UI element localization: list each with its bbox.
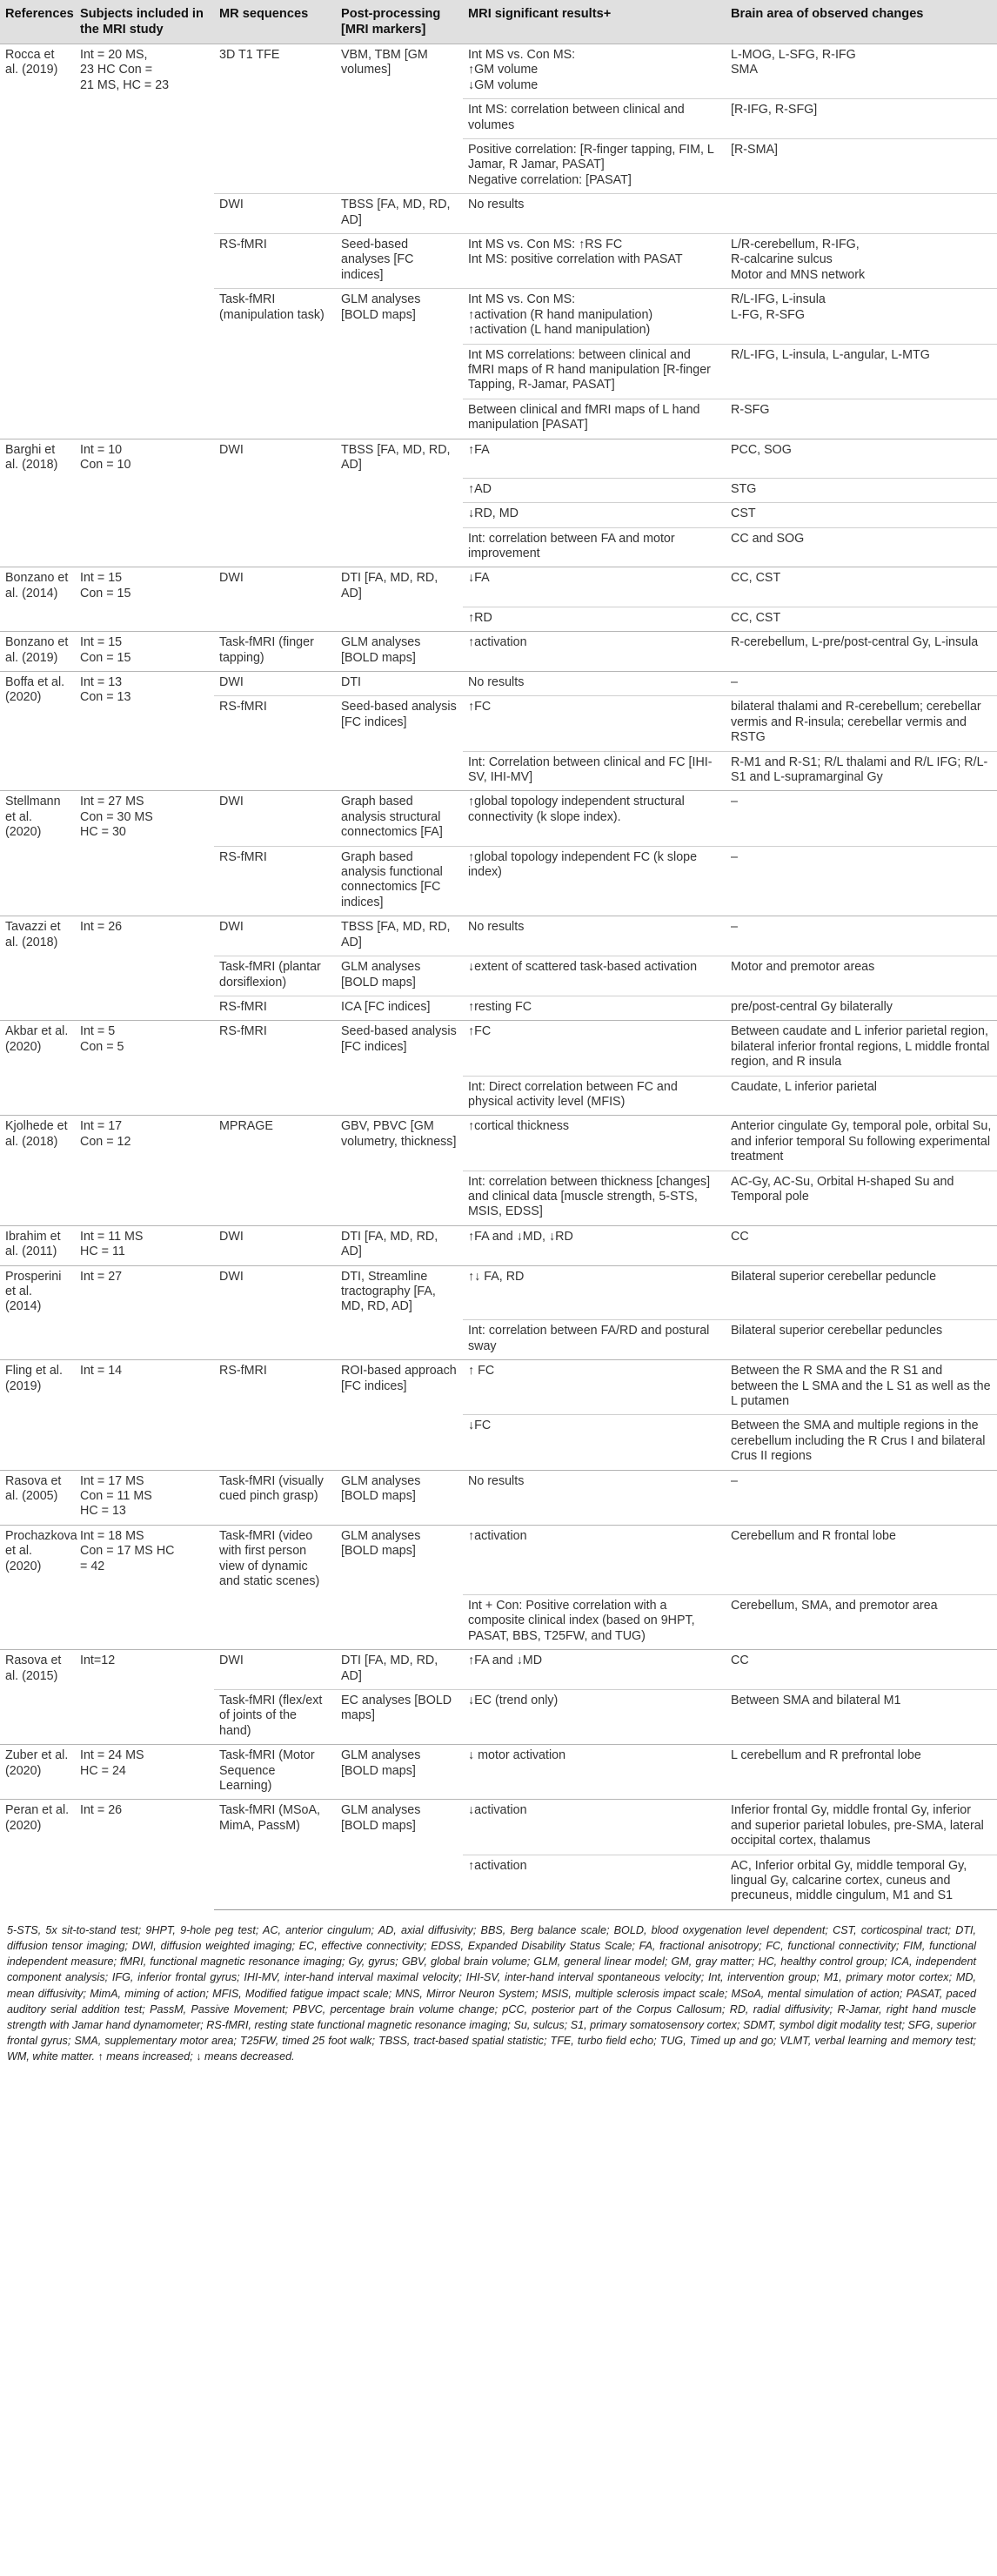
- subjects-cell: Int = 18 MS Con = 17 MS HC = 42: [75, 1525, 214, 1649]
- result-cell: Int MS: correlation between clinical and volumes: [463, 99, 726, 139]
- brain-area-cell: CC, CST: [726, 567, 997, 607]
- table-row: [0, 1745, 997, 1800]
- result-cell: Positive correlation: [R-finger tapping, FIM, L Jamar, R Jamar, PASAT] Negative correlation: [PASAT]: [463, 139, 726, 194]
- post-processing-cell: GLM analyses [BOLD maps]: [336, 632, 463, 672]
- table-row: [0, 916, 997, 956]
- header-post-processing: Post-processing [MRI markers]: [336, 0, 463, 44]
- brain-area-cell: STG: [726, 478, 997, 502]
- result-cell: Between clinical and fMRI maps of L hand manipulation [PASAT]: [463, 399, 726, 439]
- subjects-cell: Int = 20 MS, 23 HC Con = 21 MS, HC = 23: [75, 44, 214, 439]
- table-row: [0, 44, 997, 99]
- post-processing-cell: [336, 1171, 463, 1225]
- result-cell: ↑↓ FA, RD: [463, 1265, 726, 1320]
- post-processing-cell: TBSS [FA, MD, RD, AD]: [336, 194, 463, 234]
- mr-sequence-cell: Task-fMRI (visually cued pinch grasp): [214, 1470, 336, 1525]
- result-cell: ↑resting FC: [463, 996, 726, 1020]
- reference-cell: Bonzano et al. (2014): [0, 567, 75, 632]
- post-processing-cell: ICA [FC indices]: [336, 996, 463, 1020]
- mr-sequence-cell: Task-fMRI (plantar dorsiflexion): [214, 956, 336, 996]
- post-processing-cell: GLM analyses [BOLD maps]: [336, 289, 463, 344]
- table-row: [0, 1525, 997, 1594]
- mr-sequence-cell: [214, 503, 336, 527]
- mr-sequence-cell: [214, 1855, 336, 1909]
- brain-area-cell: Between SMA and bilateral M1: [726, 1689, 997, 1744]
- result-cell: Int MS vs. Con MS: ↑activation (R hand manipulation) ↑activation (L hand manipulation): [463, 289, 726, 344]
- post-processing-cell: Seed-based analysis [FC indices]: [336, 696, 463, 751]
- post-processing-cell: GLM analyses [BOLD maps]: [336, 1470, 463, 1525]
- table-row: [0, 1470, 997, 1525]
- header-subjects: Subjects included in the MRI study: [75, 0, 214, 44]
- brain-area-cell: Bilateral superior cerebellar peduncles: [726, 1320, 997, 1360]
- mr-sequence-cell: DWI: [214, 916, 336, 956]
- table-row: [0, 439, 997, 478]
- result-cell: ↓FA: [463, 567, 726, 607]
- mr-sequence-cell: Task-fMRI (video with first person view of dynamic and static scenes): [214, 1525, 336, 1594]
- reference-cell: Peran et al. (2020): [0, 1800, 75, 1909]
- mr-sequence-cell: DWI: [214, 1650, 336, 1690]
- mr-sequence-cell: [214, 139, 336, 194]
- brain-area-cell: –: [726, 672, 997, 696]
- post-processing-cell: DTI, Streamline tractography [FA, MD, RD, AD]: [336, 1265, 463, 1320]
- brain-area-cell: Inferior frontal Gy, middle frontal Gy, inferior and superior parietal lobules, pre-SMA, lateral occipital cortex, thalamus: [726, 1800, 997, 1855]
- subjects-cell: Int = 14: [75, 1360, 214, 1470]
- post-processing-cell: ROI-based approach [FC indices]: [336, 1360, 463, 1415]
- result-cell: ↑AD: [463, 478, 726, 502]
- brain-area-cell: R/L-IFG, L-insula L-FG, R-SFG: [726, 289, 997, 344]
- brain-area-cell: Between the SMA and multiple regions in the cerebellum including the R Crus I and bilateral Crus II regions: [726, 1415, 997, 1470]
- reference-cell: Tavazzi et al. (2018): [0, 916, 75, 1021]
- brain-area-cell: CC and SOG: [726, 527, 997, 567]
- brain-area-cell: Between caudate and L inferior parietal region, bilateral inferior frontal regions, L middle frontal region, and R insula: [726, 1021, 997, 1076]
- result-cell: Int + Con: Positive correlation with a composite clinical index (based on 9HPT, PASAT, BBS, T25FW, and TUG): [463, 1594, 726, 1649]
- post-processing-cell: VBM, TBM [GM volumes]: [336, 44, 463, 99]
- result-cell: Int MS vs. Con MS: ↑GM volume ↓GM volume: [463, 44, 726, 99]
- post-processing-cell: EC analyses [BOLD maps]: [336, 1689, 463, 1744]
- mr-sequence-cell: DWI: [214, 439, 336, 478]
- brain-area-cell: Caudate, L inferior parietal: [726, 1076, 997, 1116]
- post-processing-cell: DTI [FA, MD, RD, AD]: [336, 1650, 463, 1690]
- mr-sequence-cell: [214, 527, 336, 567]
- post-processing-cell: [336, 139, 463, 194]
- result-cell: Int MS vs. Con MS: ↑RS FC Int MS: positive correlation with PASAT: [463, 234, 726, 289]
- reference-cell: Rasova et al. (2005): [0, 1470, 75, 1525]
- post-processing-cell: [336, 478, 463, 502]
- table-row: [0, 1021, 997, 1076]
- result-cell: ↑global topology independent structural connectivity (k slope index).: [463, 791, 726, 846]
- brain-area-cell: Cerebellum and R frontal lobe: [726, 1525, 997, 1594]
- post-processing-cell: [336, 751, 463, 791]
- result-cell: No results: [463, 916, 726, 956]
- table-row: [0, 1116, 997, 1171]
- reference-cell: Rasova et al. (2015): [0, 1650, 75, 1745]
- subjects-cell: Int = 15 Con = 15: [75, 632, 214, 672]
- subjects-cell: Int=12: [75, 1650, 214, 1745]
- mr-sequence-cell: RS-fMRI: [214, 846, 336, 916]
- mr-sequence-cell: DWI: [214, 1265, 336, 1320]
- mr-sequence-cell: [214, 751, 336, 791]
- result-cell: ↑FA and ↓MD: [463, 1650, 726, 1690]
- table-row: [0, 1265, 997, 1320]
- result-cell: Int: Direct correlation between FC and physical activity level (MFIS): [463, 1076, 726, 1116]
- table-row: [0, 672, 997, 696]
- brain-area-cell: L/R-cerebellum, R-IFG, R-calcarine sulcus Motor and MNS network: [726, 234, 997, 289]
- reference-cell: Zuber et al. (2020): [0, 1745, 75, 1800]
- result-cell: ↑activation: [463, 632, 726, 672]
- brain-area-cell: –: [726, 846, 997, 916]
- header-mri-results: MRI significant results+: [463, 0, 726, 44]
- mr-sequence-cell: Task-fMRI (finger tapping): [214, 632, 336, 672]
- mr-sequence-cell: [214, 1076, 336, 1116]
- reference-cell: Fling et al. (2019): [0, 1360, 75, 1470]
- mr-sequence-cell: DWI: [214, 672, 336, 696]
- brain-area-cell: bilateral thalami and R-cerebellum; cerebellar vermis and R-insula; cerebellar vermis and RSTG: [726, 696, 997, 751]
- table-row: [0, 1225, 997, 1265]
- mr-sequence-cell: [214, 399, 336, 439]
- post-processing-cell: Seed-based analysis [FC indices]: [336, 1021, 463, 1076]
- result-cell: No results: [463, 1470, 726, 1525]
- mr-sequence-cell: RS-fMRI: [214, 234, 336, 289]
- mr-sequence-cell: Task-fMRI (manipulation task): [214, 289, 336, 344]
- brain-area-cell: pre/post-central Gy bilaterally: [726, 996, 997, 1020]
- result-cell: Int: correlation between FA/RD and postural sway: [463, 1320, 726, 1360]
- result-cell: ↑RD: [463, 607, 726, 631]
- post-processing-cell: TBSS [FA, MD, RD, AD]: [336, 916, 463, 956]
- mr-sequence-cell: [214, 478, 336, 502]
- subjects-cell: Int = 26: [75, 916, 214, 1021]
- result-cell: Int: correlation between thickness [changes] and clinical data [muscle strength, 5-STS, MSIS, EDSS]: [463, 1171, 726, 1225]
- post-processing-cell: [336, 399, 463, 439]
- result-cell: ↑FC: [463, 696, 726, 751]
- reference-cell: Bonzano et al. (2019): [0, 632, 75, 672]
- post-processing-cell: [336, 503, 463, 527]
- result-cell: ↑global topology independent FC (k slope index): [463, 846, 726, 916]
- mr-sequence-cell: [214, 1171, 336, 1225]
- brain-area-cell: CST: [726, 503, 997, 527]
- result-cell: ↓extent of scattered task-based activation: [463, 956, 726, 996]
- reference-cell: Kjolhede et al. (2018): [0, 1116, 75, 1225]
- post-processing-cell: DTI [FA, MD, RD, AD]: [336, 1225, 463, 1265]
- post-processing-cell: GLM analyses [BOLD maps]: [336, 1800, 463, 1855]
- result-cell: ↓activation: [463, 1800, 726, 1855]
- result-cell: ↑FA and ↓MD, ↓RD: [463, 1225, 726, 1265]
- reference-cell: Prochazkova et al. (2020): [0, 1525, 75, 1649]
- brain-area-cell: Between the R SMA and the R S1 and between the L SMA and the L S1 as well as the L putamen: [726, 1360, 997, 1415]
- brain-area-cell: L cerebellum and R prefrontal lobe: [726, 1745, 997, 1800]
- post-processing-cell: Graph based analysis functional connectomics [FC indices]: [336, 846, 463, 916]
- post-processing-cell: [336, 607, 463, 631]
- brain-area-cell: –: [726, 791, 997, 846]
- post-processing-cell: [336, 1594, 463, 1649]
- mr-sequence-cell: Task-fMRI (Motor Sequence Learning): [214, 1745, 336, 1800]
- result-cell: ↓EC (trend only): [463, 1689, 726, 1744]
- post-processing-cell: Seed-based analyses [FC indices]: [336, 234, 463, 289]
- reference-cell: Stellmann et al. (2020): [0, 791, 75, 916]
- table-header: [0, 0, 997, 44]
- brain-area-cell: Motor and premotor areas: [726, 956, 997, 996]
- mr-sequence-cell: [214, 344, 336, 399]
- mr-sequence-cell: [214, 607, 336, 631]
- subjects-cell: Int = 27 MS Con = 30 MS HC = 30: [75, 791, 214, 916]
- mr-sequence-cell: DWI: [214, 194, 336, 234]
- result-cell: ↑FC: [463, 1021, 726, 1076]
- brain-area-cell: L-MOG, L-SFG, R-IFG SMA: [726, 44, 997, 99]
- header-mr-sequences: MR sequences: [214, 0, 336, 44]
- brain-area-cell: [R-IFG, R-SFG]: [726, 99, 997, 139]
- reference-cell: Rocca et al. (2019): [0, 44, 75, 439]
- post-processing-cell: GLM analyses [BOLD maps]: [336, 956, 463, 996]
- post-processing-cell: DTI: [336, 672, 463, 696]
- post-processing-cell: GLM analyses [BOLD maps]: [336, 1525, 463, 1594]
- subjects-cell: Int = 17 MS Con = 11 MS HC = 13: [75, 1470, 214, 1525]
- reference-cell: Ibrahim et al. (2011): [0, 1225, 75, 1265]
- post-processing-cell: [336, 1855, 463, 1909]
- reference-cell: Barghi et al. (2018): [0, 439, 75, 567]
- post-processing-cell: GBV, PBVC [GM volumetry, thickness]: [336, 1116, 463, 1171]
- brain-area-cell: –: [726, 916, 997, 956]
- mr-sequence-cell: RS-fMRI: [214, 1360, 336, 1415]
- result-cell: ↓FC: [463, 1415, 726, 1470]
- result-cell: Int MS correlations: between clinical and fMRI maps of R hand manipulation [R-finger Tapping, R-Jamar, PASAT]: [463, 344, 726, 399]
- brain-area-cell: PCC, SOG: [726, 439, 997, 478]
- mr-sequence-cell: RS-fMRI: [214, 1021, 336, 1076]
- subjects-cell: Int = 27: [75, 1265, 214, 1360]
- result-cell: ↑ FC: [463, 1360, 726, 1415]
- post-processing-cell: Graph based analysis structural connectomics [FA]: [336, 791, 463, 846]
- subjects-cell: Int = 13 Con = 13: [75, 672, 214, 791]
- mr-sequence-cell: DWI: [214, 1225, 336, 1265]
- reference-cell: Akbar et al. (2020): [0, 1021, 75, 1116]
- mr-sequence-cell: RS-fMRI: [214, 696, 336, 751]
- result-cell: ↓RD, MD: [463, 503, 726, 527]
- brain-area-cell: Bilateral superior cerebellar peduncle: [726, 1265, 997, 1320]
- result-cell: ↑activation: [463, 1855, 726, 1909]
- subjects-cell: Int = 26: [75, 1800, 214, 1909]
- subjects-cell: Int = 17 Con = 12: [75, 1116, 214, 1225]
- result-cell: ↓ motor activation: [463, 1745, 726, 1800]
- mr-sequence-cell: Task-fMRI (MSoA, MimA, PassM): [214, 1800, 336, 1855]
- post-processing-cell: GLM analyses [BOLD maps]: [336, 1745, 463, 1800]
- table-row: [0, 1360, 997, 1415]
- table-row: [0, 1800, 997, 1855]
- header-row: [0, 0, 997, 44]
- subjects-cell: Int = 5 Con = 5: [75, 1021, 214, 1116]
- reference-cell: Boffa et al. (2020): [0, 672, 75, 791]
- table-footnote: 5-STS, 5x sit-to-stand test; 9HPT, 9-hole peg test; AC, anterior cingulum; AD, axial diffusivity; BBS, Berg balance scale; BOLD, blood oxygenation level dependent; CST, corticospinal tract; DTI, diffusion tensor imaging; DWI, diffusion weighted imaging; EC, effective connectivity; EDSS, Expanded Disability Status Scale; FA, fractional anisotropy; FC, functional connectivity; FIM, functional independent measure; fMRI, functional magnetic resonance imaging; Gy, gyrus; GBV, global brain volume; GLM, general linear model; GM, gray matter; HC, healthy control group; ICA, independent component analysis; IFG, inferior frontal gyrus; IHI-MV, inter-hand interval maximal velocity; IHI-SV, inter-hand interval spontaneous velocity; Int, intervention group; M1, primary motor cortex; MD, mean diffusivity; MimA, miming of action; MFIS, Modified fatigue impact scale; MNS, Mirror Neuron System; MSIS, multiple sclerosis impact scale; MSoA, mental simulation of action; PASAT, paced auditory serial addition test; PassM, Passive Movement; PBVC, percentage brain volume change; pCC, posterior part of the Corpus Callosum; RD, radial diffusivity; R-Jamar, right hand muscle strength with Jamar hand dynamometer; RS-fMRI, resting state functional magnetic resonance imaging; Su, sulcus; S1, primary somatosensory cortex; SDMT, symbol digit modality test; SFG, superior frontal gyrus; SMA, supplementary motor area; T25FW, timed 25 foot walk; TBSS, tract-based spatial statistic; TFE, turbo field echo; TUG, Timed up and go; VLMT, verbal learning and memory test; WM, white matter. ↑ means increased; ↓ means decreased.: [7, 1923, 976, 2063]
- mr-sequence-cell: [214, 99, 336, 139]
- post-processing-cell: [336, 527, 463, 567]
- table-row: [0, 632, 997, 672]
- brain-area-cell: AC-Gy, AC-Su, Orbital H-shaped Su and Temporal pole: [726, 1171, 997, 1225]
- mr-sequence-cell: DWI: [214, 791, 336, 846]
- reference-cell: Prosperini et al. (2014): [0, 1265, 75, 1360]
- mr-sequence-cell: [214, 1320, 336, 1360]
- mr-sequence-cell: MPRAGE: [214, 1116, 336, 1171]
- post-processing-cell: [336, 99, 463, 139]
- brain-area-cell: CC: [726, 1650, 997, 1690]
- table-row: [0, 1650, 997, 1690]
- post-processing-cell: [336, 1076, 463, 1116]
- brain-area-cell: Cerebellum, SMA, and premotor area: [726, 1594, 997, 1649]
- table-row: [0, 791, 997, 846]
- brain-area-cell: [726, 194, 997, 234]
- mr-sequence-cell: DWI: [214, 567, 336, 607]
- subjects-cell: Int = 11 MS HC = 11: [75, 1225, 214, 1265]
- brain-area-cell: R-cerebellum, L-pre/post-central Gy, L-insula: [726, 632, 997, 672]
- brain-area-cell: R-SFG: [726, 399, 997, 439]
- brain-area-cell: Anterior cingulate Gy, temporal pole, orbital Su, and inferior temporal Su following experimental treatment: [726, 1116, 997, 1171]
- post-processing-cell: [336, 1415, 463, 1470]
- post-processing-cell: DTI [FA, MD, RD, AD]: [336, 567, 463, 607]
- brain-area-cell: CC, CST: [726, 607, 997, 631]
- result-cell: ↑FA: [463, 439, 726, 478]
- brain-area-cell: CC: [726, 1225, 997, 1265]
- brain-area-cell: R/L-IFG, L-insula, L-angular, L-MTG: [726, 344, 997, 399]
- post-processing-cell: [336, 344, 463, 399]
- result-cell: Int: correlation between FA and motor improvement: [463, 527, 726, 567]
- mr-sequence-cell: 3D T1 TFE: [214, 44, 336, 99]
- subjects-cell: Int = 15 Con = 15: [75, 567, 214, 632]
- post-processing-cell: TBSS [FA, MD, RD, AD]: [336, 439, 463, 478]
- post-processing-cell: [336, 1320, 463, 1360]
- header-brain-area: Brain area of observed changes: [726, 0, 997, 44]
- table-body: [0, 44, 997, 1910]
- subjects-cell: Int = 10 Con = 10: [75, 439, 214, 567]
- result-cell: ↑activation: [463, 1525, 726, 1594]
- table-row: [0, 567, 997, 607]
- result-cell: ↑cortical thickness: [463, 1116, 726, 1171]
- result-cell: No results: [463, 672, 726, 696]
- subjects-cell: Int = 24 MS HC = 24: [75, 1745, 214, 1800]
- result-cell: Int: Correlation between clinical and FC [IHI-SV, IHI-MV]: [463, 751, 726, 791]
- mr-sequence-cell: [214, 1415, 336, 1470]
- mr-sequence-cell: RS-fMRI: [214, 996, 336, 1020]
- brain-area-cell: AC, Inferior orbital Gy, middle temporal Gy, lingual Gy, calcarine cortex, cuneus and precuneus, middle cingulum, M1 and S1: [726, 1855, 997, 1909]
- brain-area-cell: [R-SMA]: [726, 139, 997, 194]
- mr-sequence-cell: Task-fMRI (flex/ext of joints of the hand): [214, 1689, 336, 1744]
- mr-sequence-cell: [214, 1594, 336, 1649]
- brain-area-cell: R-M1 and R-S1; R/L thalami and R/L IFG; R/L-S1 and L-supramarginal Gy: [726, 751, 997, 791]
- brain-area-cell: –: [726, 1470, 997, 1525]
- result-cell: No results: [463, 194, 726, 234]
- header-references: References: [0, 0, 75, 44]
